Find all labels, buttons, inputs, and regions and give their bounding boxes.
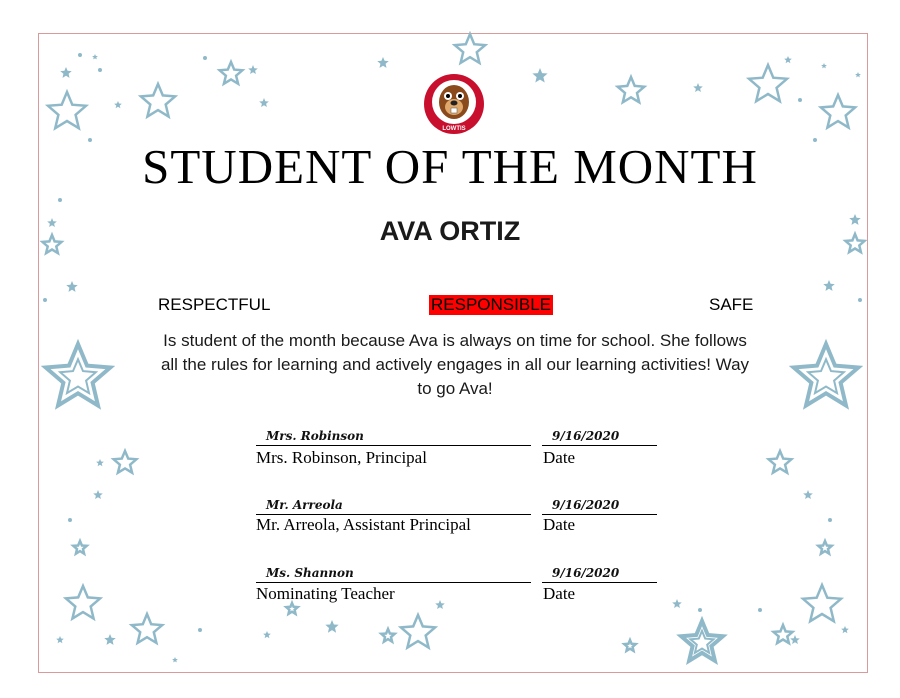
date-line-principal [542, 427, 657, 446]
date-label-assistant-principal: Date [543, 515, 576, 534]
signature-date-principal: 9/16/2020 [552, 429, 620, 443]
role-principal: Mrs. Robinson, Principal [256, 448, 427, 467]
value-respectful: RESPECTFUL [158, 295, 271, 314]
svg-text:LOWTIS: LOWTIS [442, 126, 466, 132]
signature-line-teacher [256, 564, 531, 583]
value-responsible-highlighted: RESPONSIBLE [431, 295, 551, 314]
award-description: Is student of the month because Ava is always on time for school. She follows all the rules for learning and actively engages in all our learning activities! Way to go Ava! [160, 331, 750, 398]
signature-line-principal [256, 427, 531, 446]
date-label-principal: Date [543, 448, 576, 467]
value-safe: SAFE [709, 295, 754, 314]
student-name: AVA ORTIZ [379, 216, 521, 246]
signature-teacher: Ms. Shannon [266, 566, 354, 580]
signature-principal: Mrs. Robinson [266, 429, 364, 443]
role-assistant-principal: Mr. Arreola, Assistant Principal [256, 515, 471, 534]
signature-line-assistant-principal [256, 496, 531, 515]
date-line-assistant-principal [542, 496, 657, 515]
role-teacher: Nominating Teacher [256, 584, 395, 603]
certificate-title: STUDENT OF THE MONTH [142, 139, 758, 194]
signature-assistant-principal: Mr. Arreola [266, 498, 343, 512]
beaver-mascot-logo [422, 72, 486, 136]
date-line-teacher [542, 564, 657, 583]
signature-date-teacher: 9/16/2020 [552, 566, 620, 580]
signature-date-assistant-principal: 9/16/2020 [552, 498, 620, 512]
date-label-teacher: Date [543, 584, 576, 603]
